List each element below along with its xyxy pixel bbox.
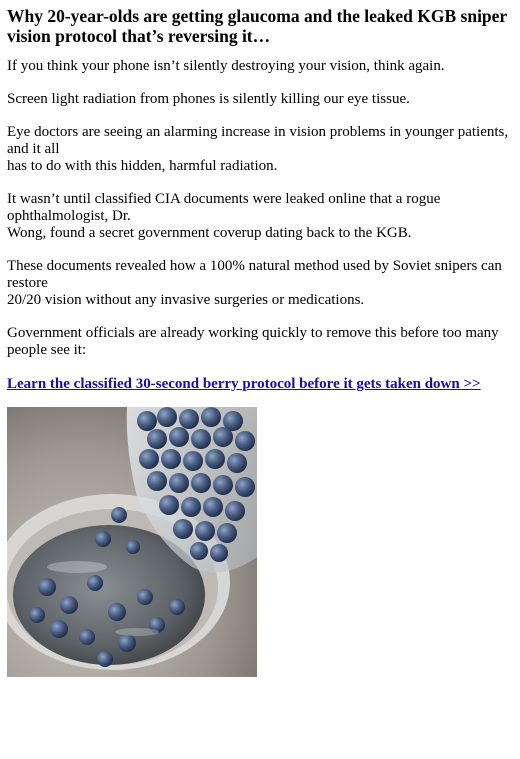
paragraph-soviet-method-line-2: 20/20 vision without any invasive surgeries or medications. [7,292,365,308]
headline [7,6,513,46]
paragraph-radiation: Screen light radiation from phones is silently killing our eye tissue. [7,91,410,107]
paragraph-phone-warning: If you think your phone isn’t silently destroying your vision, think again. [7,58,445,74]
paragraph-soviet-method-line-1: These documents revealed how a 100% natural method used by Soviet snipers can restore [7,258,502,291]
paragraph-cia-documents-line-2: Wong, found a secret government coverup dating back to the KGB. [7,225,412,241]
paragraph-soviet-method [7,258,513,309]
paragraph-eye-doctors-line-1: Eye doctors are seeing an alarming increase in vision problems in younger patients, and it all [7,124,509,157]
cta-link[interactable]: Learn the classified 30-second berry protocol before it gets taken down >> [7,376,481,392]
paragraph-eye-doctors [7,124,513,175]
paragraph-cia-documents-line-1: It wasn’t until classified CIA documents were leaked online that a rogue ophthalmologist, Dr. [7,191,441,224]
cta-container [7,375,513,393]
paragraph-government-officials: Government officials are already working quickly to remove this before too many people see it: [7,325,499,358]
headline-line-2: vision protocol that’s reversing it… [7,26,271,46]
headline-line-1: Why 20-year-olds are getting glaucoma and the leaked KGB sniper [7,6,508,26]
blueberries-photo[interactable] [7,407,257,677]
paragraph-eye-doctors-line-2: has to do with this hidden, harmful radiation. [7,158,278,174]
paragraph-cia-documents [7,191,513,242]
